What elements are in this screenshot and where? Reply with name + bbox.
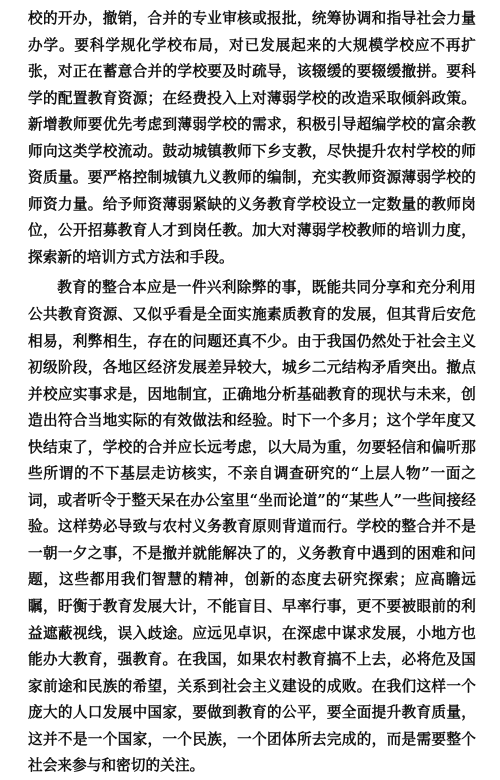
paragraph-education-integration: 教育的整合本应是一件兴利除弊的事，既能共同分享和充分利用公共教育资源、又似乎看是全面实施素质教育的发展，但其背后安危相易，利弊相生，存在的问题还真不少。由于我国仍然处于社会主义初级阶段，各地区经济发展差异较大，城乡二元结构矛盾突出。撤点并校应实事求是，因地制宜，正确地分析基础教育的现状与未来，创造出符合当地实际的有效做法和经验。时下一个多月；这个学年度又快结束了，学校的合并应长远考虑，以大局为重，勿要轻信和偏听那些所谓的不下基层走访核实，不亲自调查研究的“上层人物”一面之词，或者听令于整天呆在办公室里“坐而论道”的“某些人”一些间接经验。这样势必导致与农村义务教育原则背道而行。学校的整合并不是一朝一夕之事，不是撤并就能解决了的，义务教育中遇到的困难和问题，这些都用我们智慧的精神，创新的态度去研究探索；应高瞻远瞩，盱衡于教育发展大计，不能盲目、早率行事，更不要被眼前的利益遮蔽视线，误入歧途。应远见卓识，在深虑中谋求发展，小地方也能办大教育，强教育。在我国，如果农村教育搞不上去，必将危及国家前途和民族的希望，关系到社会主义建设的成败。在我们这样一个庞大的人口发展中国家，要做到教育的公平，要全面提升教育质量，这并不是一个国家，一个民族，一个团体所去完成的，而是需要整个社会来参与和密切的关注。 bbox=[28, 279, 476, 775]
document-page bbox=[28, 6, 476, 775]
paragraph-continued: 校的开办，撤销，合并的专业审核或报批，统筹协调和指导社会力量办学。要科学规化学校布局，对已发展起来的大规模学校应不再扩张，对正在蓄意合并的学校要及时疏导，该辍缓的要辍缓撤拼。要科学的配置教育资源；在经费投入上对薄弱学校的改造采取倾斜政策。新增教师要优先考虑到薄弱学校的需求，积极引导超编学校的富余教师向这类学校流动。鼓动城镇教师下乡支教，尽快提升农村学校的师资质量。要严格控制城镇九义教师的编制，充实教师资源薄弱学校的师资力量。给予师资薄弱紧缺的义务教育学校设立一定数量的教师岗位，公开招募教育人才到岗任教。加大对薄弱学校教师的培训力度，探索新的培训方式方法和手段。 bbox=[28, 10, 476, 266]
